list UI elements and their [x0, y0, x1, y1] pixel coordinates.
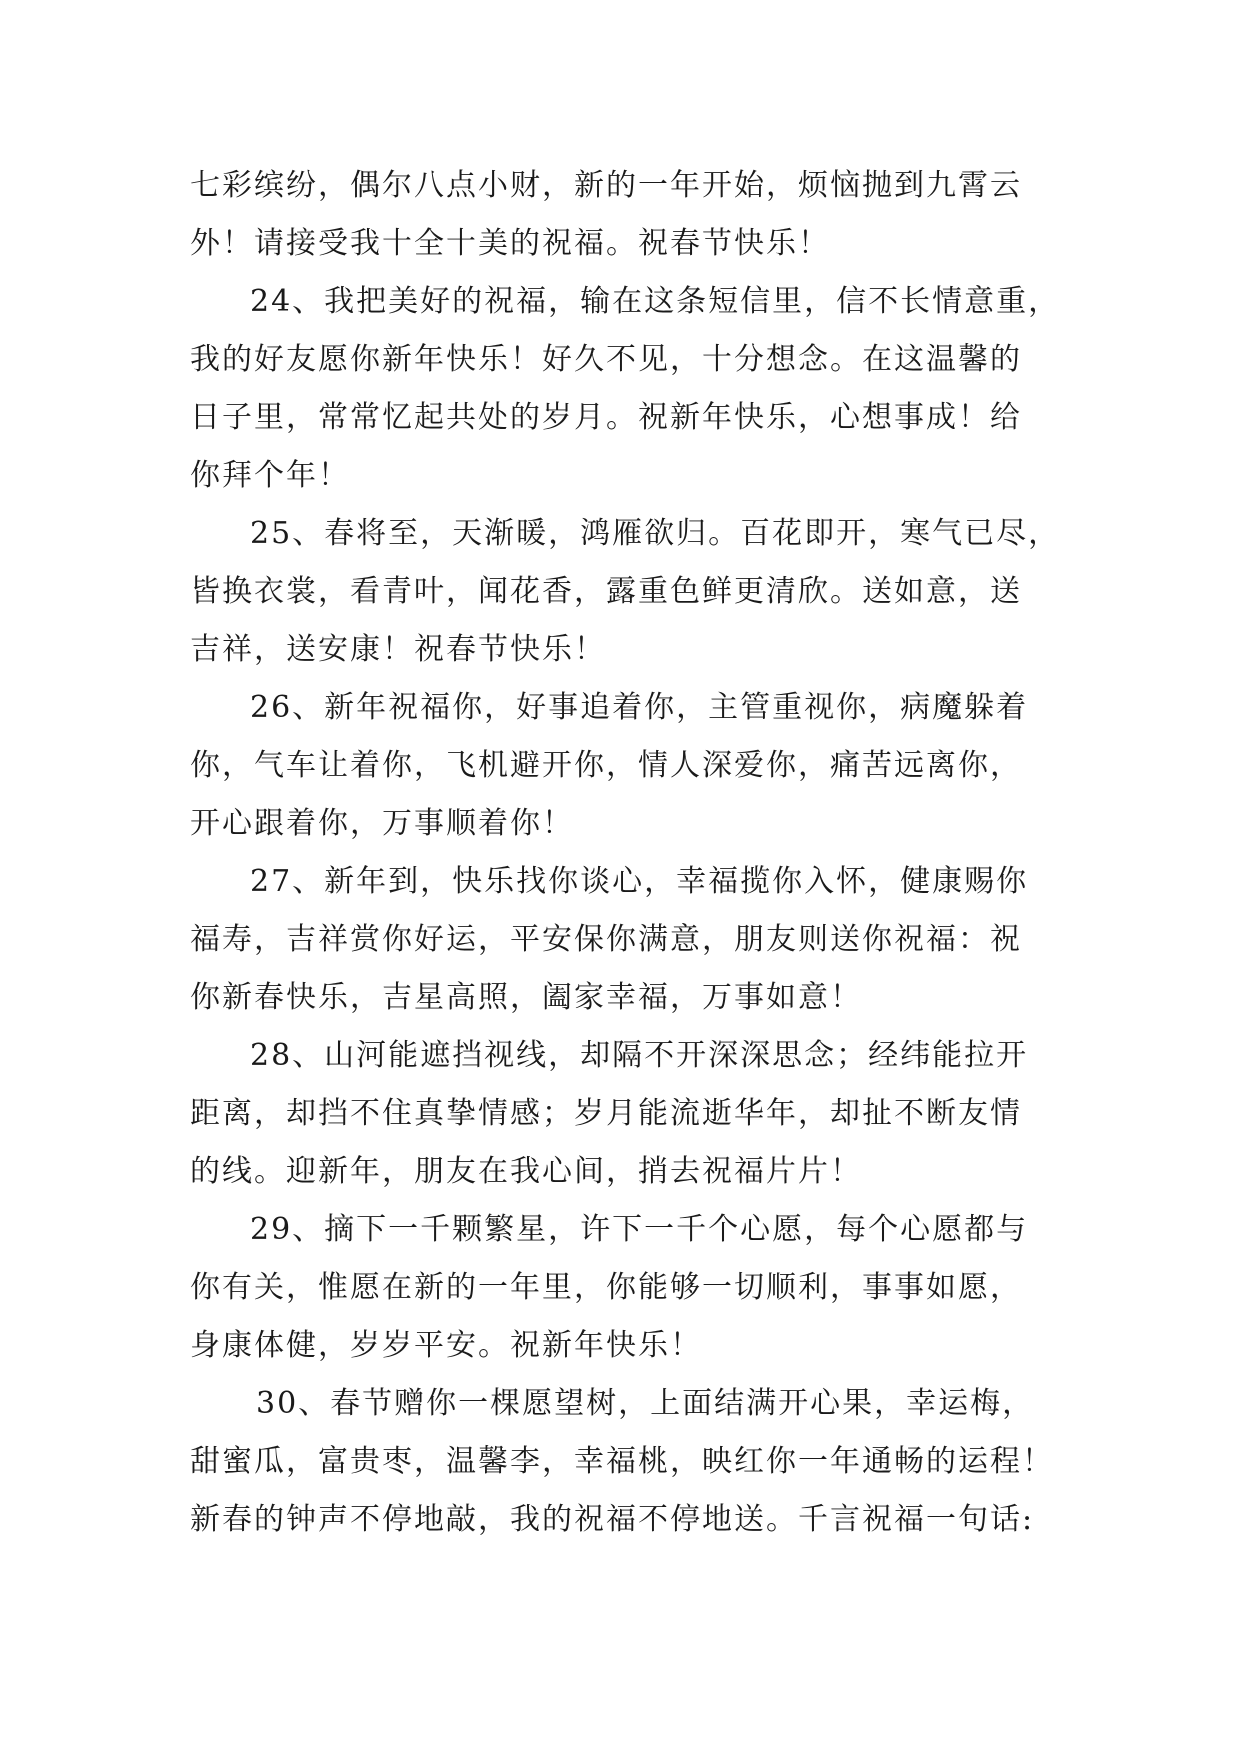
text-line: 吉祥，送安康！祝春节快乐！: [190, 632, 606, 667]
text-line: 外！请接受我十全十美的祝福。祝春节快乐！: [190, 226, 830, 261]
paragraph-25: [190, 505, 1060, 679]
text-line: 福寿，吉祥赏你好运，平安保你满意，朋友则送你祝福：祝: [190, 922, 1022, 957]
text-line: 25、春将至，天渐暖，鸿雁欲归。百花即开，寒气已尽，: [250, 516, 1061, 551]
text-line: 27、新年到，快乐找你谈心，幸福揽你入怀，健康赐你: [250, 864, 1029, 899]
paragraph-30: [190, 1375, 1060, 1549]
text-line: 身康体健，岁岁平安。祝新年快乐！: [190, 1328, 702, 1363]
text-line: 的线。迎新年，朋友在我心间，捎去祝福片片！: [190, 1154, 862, 1189]
paragraph-23-continued: [190, 157, 1060, 273]
paragraph-26: [190, 679, 1060, 853]
text-line: 你拜个年！: [190, 458, 350, 493]
paragraph-28: [190, 1027, 1060, 1201]
paragraph-27: [190, 853, 1060, 1027]
text-line: 我的好友愿你新年快乐！好久不见，十分想念。在这温馨的: [190, 342, 1022, 377]
document-body: [190, 157, 1060, 1549]
text-line: 28、山河能遮挡视线，却隔不开深深思念；经纬能拉开: [250, 1038, 1029, 1073]
text-line: 你新春快乐，吉星高照，阖家幸福，万事如意！: [190, 980, 862, 1015]
text-line: 29、摘下一千颗繁星，许下一千个心愿，每个心愿都与: [250, 1212, 1029, 1247]
text-line: 甜蜜瓜，富贵枣，温馨李，幸福桃，映红你一年通畅的运程！: [190, 1444, 1054, 1479]
paragraph-24: [190, 273, 1060, 505]
text-line: 26、新年祝福你，好事追着你，主管重视你，病魔躲着: [250, 690, 1029, 725]
text-line: 七彩缤纷，偶尔八点小财，新的一年开始，烦恼抛到九霄云: [190, 168, 1022, 203]
text-line: 日子里，常常忆起共处的岁月。祝新年快乐，心想事成！给: [190, 400, 1022, 435]
text-line: 24、我把美好的祝福，输在这条短信里，信不长情意重，: [250, 284, 1061, 319]
text-line: 新春的钟声不停地敲，我的祝福不停地送。千言祝福一句话:: [190, 1502, 1035, 1537]
text-line: 你，气车让着你，飞机避开你，情人深爱你，痛苦远离你，: [190, 748, 1022, 783]
paragraph-29: [190, 1201, 1060, 1375]
text-line: 你有关，惟愿在新的一年里，你能够一切顺利，事事如愿，: [190, 1270, 1022, 1305]
text-line: 皆换衣裳，看青叶，闻花香，露重色鲜更清欣。送如意，送: [190, 574, 1022, 609]
text-line: 30、春节赠你一棵愿望树，上面结满开心果，幸运梅，: [256, 1386, 1035, 1421]
text-line: 距离，却挡不住真挚情感；岁月能流逝华年，却扯不断友情: [190, 1096, 1022, 1131]
text-line: 开心跟着你，万事顺着你！: [190, 806, 574, 841]
